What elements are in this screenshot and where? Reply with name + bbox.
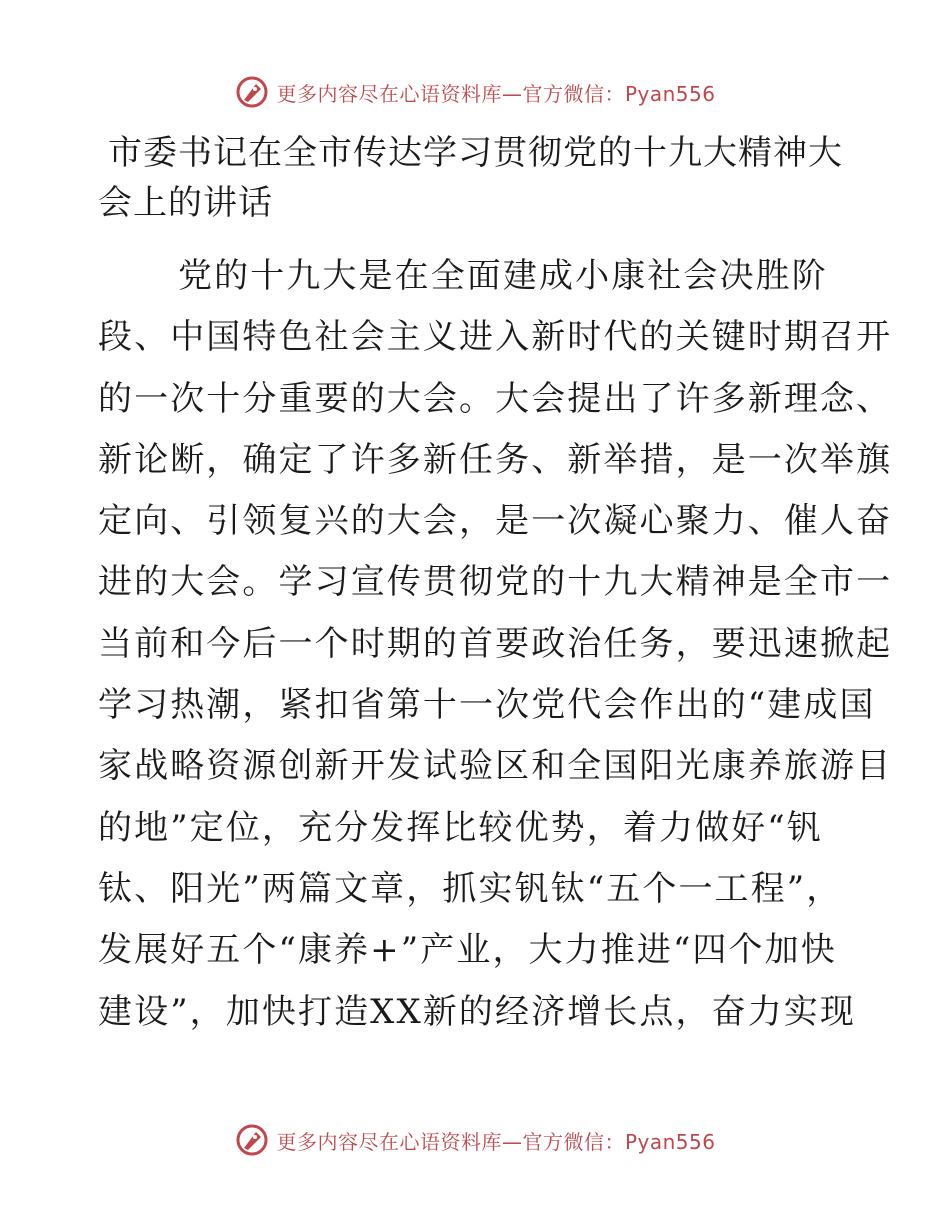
pen-nib-logo-icon <box>234 1122 270 1158</box>
body-line: 新论断，确定了许多新任务、新举措，是一次举旗 <box>98 439 893 480</box>
watermark-header <box>0 70 950 114</box>
body-line: 学习热潮，紧扣省第十一次党代会作出的“建成国 <box>98 685 876 726</box>
pen-nib-logo-icon <box>234 74 270 110</box>
title-line-2: 会上的讲话 <box>98 183 273 223</box>
title-line-1: 市委书记在全市传达学习贯彻党的十九大精神大 <box>108 133 843 173</box>
body-line: 进的大会。学习宣传贯彻党的十九大精神是全市一 <box>98 562 893 603</box>
body-line: 段、中国特色社会主义进入新时代的关键时期召开 <box>98 317 893 358</box>
page-title <box>98 128 858 228</box>
body-line: 定向、引领复兴的大会，是一次凝心聚力、催人奋 <box>98 501 893 542</box>
body-line: 的一次十分重要的大会。大会提出了许多新理念、 <box>98 378 893 419</box>
body-line: 钛、阳光”两篇文章，抓实钒钛“五个一工程”， <box>98 868 843 909</box>
body-line: 家战略资源创新开发试验区和全国阳光康养旅游目 <box>98 746 893 787</box>
body-line: 建设”，加快打造XX新的经济增长点，奋力实现 <box>98 991 856 1032</box>
body-paragraph <box>98 246 893 1043</box>
watermark-footer <box>0 1118 950 1162</box>
body-line: 的地”定位，充分发挥比较优势，着力做好“钒 <box>98 807 823 848</box>
body-line: 党的十九大是在全面建成小康社会决胜阶 <box>178 256 828 296</box>
watermark-text: 更多内容尽在心语资料库—官方微信：Pyan556 <box>276 1129 716 1154</box>
body-line: 发展好五个“康养+”产业，大力推进“四个加快 <box>98 930 837 971</box>
body-line: 当前和今后一个时期的首要政治任务，要迅速掀起 <box>98 623 893 664</box>
watermark-text: 更多内容尽在心语资料库—官方微信：Pyan556 <box>276 81 716 106</box>
